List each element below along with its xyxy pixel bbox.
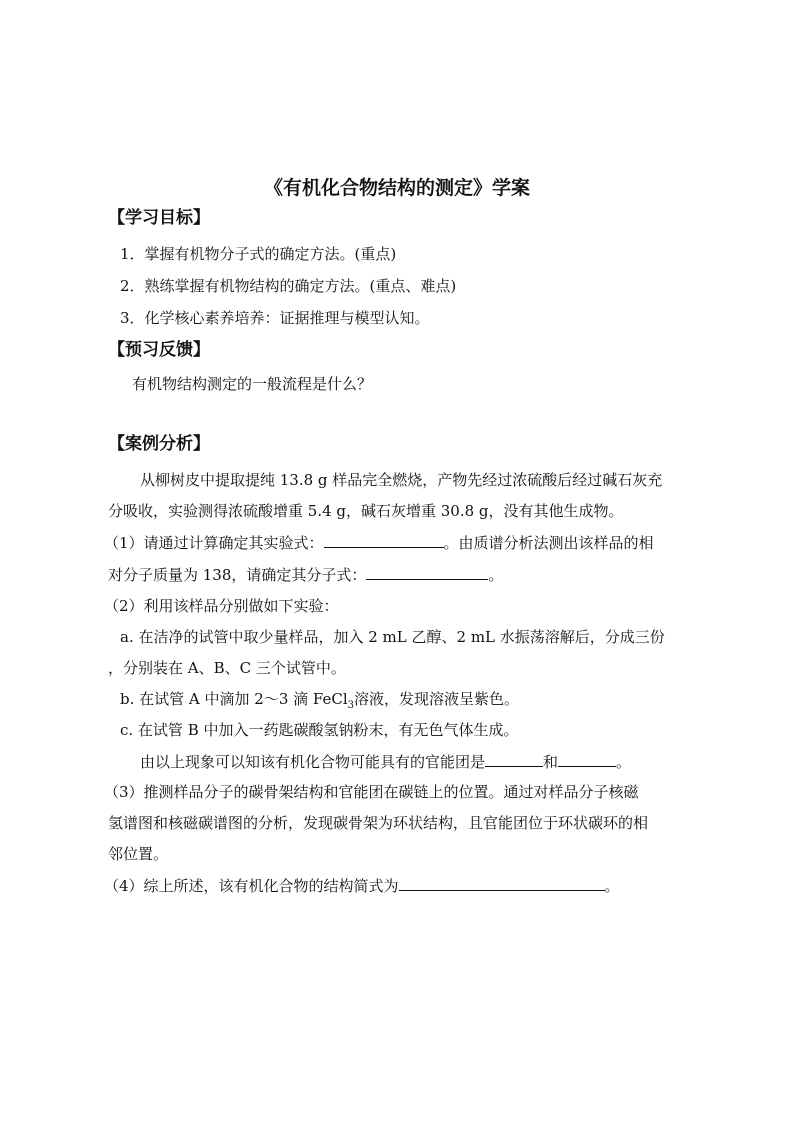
question-1-line-2	[108, 564, 503, 585]
preview-heading: 【预习反馈】	[108, 340, 210, 360]
goals-heading: 【学习目标】	[108, 208, 210, 228]
question-1-text-c: 对分子质量为 138，请确定其分子式：	[108, 566, 367, 584]
experiment-b-subscript: 3	[347, 700, 355, 711]
structural-formula-blank[interactable]	[399, 875, 605, 891]
question-3-line-1: （3）推测样品分子的碳骨架结构和官能团在碳链上的位置。通过对样品分子核磁	[104, 783, 639, 801]
question-1-text-b: 。由质谱分析法测出该样品的相	[443, 534, 654, 552]
experiment-b-text-a: b. 在试管 A 中滴加 2～3 滴 FeCl	[120, 690, 348, 708]
question-4	[104, 875, 620, 896]
empirical-formula-blank[interactable]	[324, 532, 444, 548]
experiment-c: c. 在试管 B 中加入一药匙碳酸氢钠粉末，有无色气体生成。	[120, 721, 519, 739]
functional-group-text-c: 。	[616, 753, 632, 771]
case-intro-line-2: 分吸收，实验测得浓硫酸增重 5.4 g，碱石灰增重 30.8 g，没有其他生成物。	[108, 502, 624, 520]
goal-item-3: 3．化学核心素养培养：证据推理与模型认知。	[120, 309, 430, 327]
question-3-line-3: 邻位置。	[108, 845, 169, 863]
question-1-text-a: （1）请通过计算确定其实验式：	[104, 534, 324, 552]
experiment-b	[120, 689, 519, 716]
page-title: 《有机化合物结构的测定》学案	[263, 177, 530, 199]
goal-item-1: 1．掌握有机物分子式的确定方法。(重点)	[120, 245, 397, 263]
goal-item-2: 2．熟练掌握有机物结构的确定方法。(重点、难点)	[120, 277, 457, 295]
experiment-a-line-1: a. 在洁净的试管中取少量样品，加入 2 mL 乙醇、2 mL 水振荡溶解后，分成三份	[120, 628, 665, 646]
functional-group-question	[140, 751, 631, 772]
experiment-b-text-b: 溶液，发现溶液呈紫色。	[354, 690, 520, 708]
preview-question: 有机物结构测定的一般流程是什么？	[132, 375, 373, 393]
functional-group-text-a: 由以上现象可以知该有机化合物可能具有的官能团是	[140, 753, 486, 771]
question-1-line-1	[104, 532, 654, 553]
case-heading: 【案例分析】	[108, 434, 210, 454]
question-3-line-2: 氢谱图和核磁碳谱图的分析，发现碳骨架为环状结构，且官能团位于环状碳环的相	[108, 814, 649, 832]
question-4-text-a: （4）综上所述，该有机化合物的结构简式为	[104, 877, 399, 895]
functional-group-blank-2[interactable]	[558, 751, 616, 767]
case-intro-line-1: 从柳树皮中提取提纯 13.8 g 样品完全燃烧，产物先经过浓硫酸后经过碱石灰充	[140, 471, 663, 489]
functional-group-text-b: 和	[543, 753, 559, 771]
question-4-text-b: 。	[604, 877, 620, 895]
question-2-heading: （2）利用该样品分别做如下实验：	[104, 597, 339, 615]
molecular-formula-blank[interactable]	[366, 564, 488, 580]
functional-group-blank-1[interactable]	[485, 751, 543, 767]
question-1-text-d: 。	[488, 566, 504, 584]
experiment-a-line-2: ，分别装在 A、B、C 三个试管中。	[108, 659, 346, 677]
